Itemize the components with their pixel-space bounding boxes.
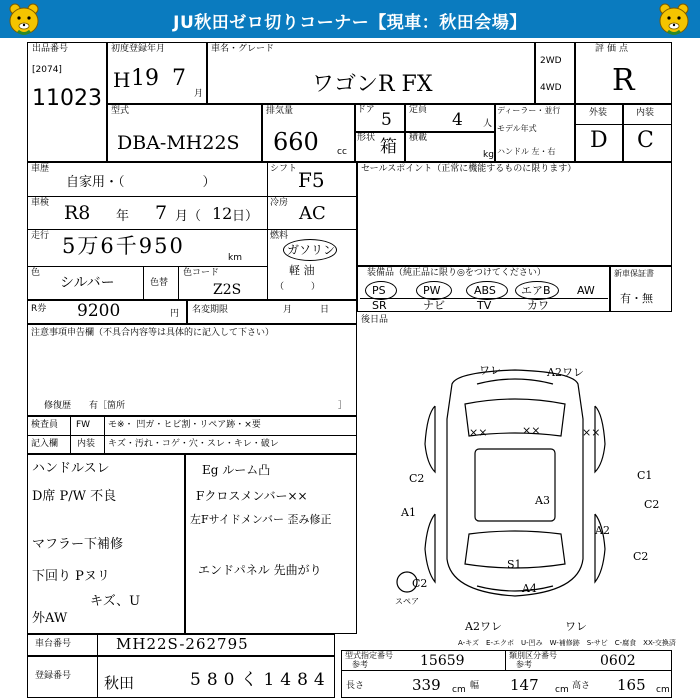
page-title: JU秋田ゼロ切りコーナー【現車：秋田会場】 xyxy=(173,13,527,33)
remark-left-3: マフラー下補修 xyxy=(32,537,124,552)
remark-right-1: Eg ルーム凸 xyxy=(202,463,271,477)
shape-value: 箱 xyxy=(380,137,397,157)
shape-label: 形状 xyxy=(357,133,376,143)
doors-value: 5 xyxy=(381,110,392,130)
capacity-label: 定員 xyxy=(409,105,428,115)
recycle-unit: 円 xyxy=(170,309,180,319)
width-label: 幅 xyxy=(470,681,480,691)
usage-label: 車歴 xyxy=(31,164,50,174)
equip-leather: カワ xyxy=(527,299,549,312)
diagram-label: S1 xyxy=(507,558,522,571)
diagram-label: A3 xyxy=(535,494,550,507)
name-change-day: 日 xyxy=(320,305,330,315)
inspection-month-unit: 月（ xyxy=(175,209,202,224)
inspection-era: R8 xyxy=(64,202,91,224)
equip-tv: TV xyxy=(477,299,492,312)
model-label: 型式 xyxy=(111,106,130,116)
usage-value: 自家用・（ ） xyxy=(66,175,216,190)
equip-aw: AW xyxy=(577,284,595,297)
diagram-label: C2 xyxy=(409,472,425,485)
fuel-label: 燃料 xyxy=(270,231,289,241)
damage-legend: A-キズ E-エクボ U-凹み W-補修跡 S-サビ C-腐食 XX-交換済 xyxy=(458,639,676,647)
recycle-value: 9200 xyxy=(77,301,121,321)
remark-right-3: 左Fサイドメンバー 歪み修正 xyxy=(190,513,332,526)
diagram-label: ワレ xyxy=(565,620,587,633)
model-value: DBA-MH22S xyxy=(117,132,240,154)
equipment-label: 装備品（純正品に限り◎をつけてください） xyxy=(367,268,546,278)
lot-number: 11023 xyxy=(32,86,102,111)
remark-left-1: ハンドルスレ xyxy=(32,461,110,476)
diagram-label: ×× xyxy=(469,426,488,439)
plate-region: 秋田 xyxy=(104,674,135,692)
equip-pw-circle xyxy=(416,281,452,300)
recycle-label: R券 xyxy=(31,304,47,314)
diagram-label: A4 xyxy=(522,582,537,595)
load-label: 積載 xyxy=(409,133,428,143)
new-car-warranty-label: 新車保証書 xyxy=(614,269,654,278)
lot-label: 出品番号 xyxy=(32,44,69,54)
shift-label: シフト xyxy=(270,164,298,174)
height-label: 高さ xyxy=(572,681,591,691)
sales-point-label: セールスポイント（正常に機能するものに限ります） xyxy=(361,164,577,174)
class-number-ref: 参考 xyxy=(516,660,532,669)
repair-close-bracket: ］ xyxy=(338,401,348,411)
color-label: 色 xyxy=(31,268,41,278)
registration-year: 19 xyxy=(131,66,159,91)
fuel-paren: （ ） xyxy=(275,282,321,292)
fuel-diesel: 軽 油 xyxy=(289,264,315,277)
diagram-label: C2 xyxy=(412,577,428,590)
equip-airbag-circle xyxy=(515,281,559,300)
remark-left-4: 下回り Pヌリ xyxy=(32,569,110,584)
diagram-label: A2ワレ xyxy=(547,366,584,379)
grade-value: R xyxy=(612,63,635,98)
type-designation-value: 15659 xyxy=(420,653,465,669)
color-change-label: 色替 xyxy=(150,278,169,288)
remarks-right-cell xyxy=(185,454,357,634)
ac-value: AC xyxy=(299,203,326,224)
equip-airbag: エアB xyxy=(521,284,551,297)
equip-sr: SR xyxy=(372,299,387,312)
inspection-day: 12 xyxy=(212,204,233,223)
mileage-unit: km xyxy=(228,253,242,263)
fw-label: FW xyxy=(76,420,91,430)
class-number-label: 類別区分番号 xyxy=(509,651,557,660)
mileage-label: 走行 xyxy=(31,231,50,241)
height-value: 165 xyxy=(617,676,646,694)
diagram-label: ×× xyxy=(582,426,601,439)
length-label: 長さ xyxy=(346,681,365,691)
exterior-label: 外装 xyxy=(589,108,608,118)
inspection-month: 7 xyxy=(155,202,168,224)
fuel-selected-circle xyxy=(283,239,337,261)
car-damage-diagram xyxy=(357,324,672,634)
model-year-label: モデル年式 xyxy=(497,124,537,133)
remark-left-5: キズ、U xyxy=(90,594,141,609)
handle-label: ハンドル 左・右 xyxy=(497,147,556,156)
remark-right-4: エンドパネル 先曲がり xyxy=(198,563,322,577)
car-name-label: 車名・グレード xyxy=(211,44,275,54)
equip-navi: ナビ xyxy=(423,299,445,312)
width-unit: cm xyxy=(555,685,569,695)
registration-era: H xyxy=(113,68,131,92)
mileage-value: 5万6千950 xyxy=(62,234,185,258)
registration-label: 初度登録年月 xyxy=(111,44,166,54)
remark-left-6: 外AW xyxy=(32,611,68,626)
displacement-unit: cc xyxy=(337,147,347,157)
doors-label: ドア xyxy=(357,105,375,115)
color-value: シルバー xyxy=(60,275,115,291)
plate-number: 580く1484 xyxy=(190,670,331,690)
new-car-warranty-value: 有・無 xyxy=(620,292,653,305)
interior-check-label: 内装 xyxy=(77,439,96,449)
plate-label: 登録番号 xyxy=(35,671,72,681)
capacity-unit: 人 xyxy=(483,119,493,129)
type-designation-ref: 参考 xyxy=(352,660,368,669)
repair-history-label: 修復歴 有［箇所 xyxy=(44,401,126,411)
equip-ps-circle xyxy=(365,281,397,300)
length-unit: cm xyxy=(452,685,466,695)
registration-month-unit: 月 xyxy=(194,89,204,99)
length-value: 339 xyxy=(412,676,441,694)
load-unit: kg xyxy=(483,150,494,160)
diagram-label: A2ワレ xyxy=(465,620,502,633)
chassis-value: MH22S-262795 xyxy=(116,635,249,653)
car-name-value: ワゴンR FX xyxy=(312,72,433,97)
check-line-2: キズ・汚れ・コゲ・穴・スレ・キレ・破レ xyxy=(108,439,279,449)
diagram-label: C2 xyxy=(644,498,660,511)
displacement-label: 排気量 xyxy=(266,106,294,116)
grade-label: 評価点 xyxy=(595,44,632,54)
equip-abs-circle xyxy=(466,281,508,300)
inspector-label: 検査員 xyxy=(31,420,59,430)
type-designation-label: 型式指定番号 xyxy=(345,651,393,660)
notes-label: 注意事項申告欄（不具合内容等は具体的に記入して下さい） xyxy=(31,328,275,338)
diagram-label: A2 xyxy=(595,524,610,537)
fuel-gasoline: ガソリン xyxy=(287,243,336,257)
color-code: Z2S xyxy=(213,282,242,298)
displacement-value: 660 xyxy=(273,128,319,156)
equip-ps: PS xyxy=(372,284,386,297)
equip-pw: PW xyxy=(423,284,441,297)
exterior-grade: D xyxy=(590,128,608,153)
inspection-label: 車検 xyxy=(31,198,50,208)
lot-sub-number: [2074] xyxy=(32,65,62,75)
shift-value: F5 xyxy=(298,168,325,192)
remark-left-2: D席 P/W 不良 xyxy=(32,489,117,504)
height-unit: cm xyxy=(656,685,670,695)
drive-2wd: 2WD xyxy=(540,56,562,66)
inspection-day-unit: 日） xyxy=(232,209,259,224)
name-change-month: 月 xyxy=(283,305,293,315)
ac-label: 冷房 xyxy=(270,198,289,208)
interior-grade: C xyxy=(637,128,654,153)
diagram-label: C2 xyxy=(633,550,649,563)
check-line-1: モ※・ 凹ガ・ヒビ割・リペア跡・×要 xyxy=(108,420,261,430)
dealer-label: ディーラー・並行 xyxy=(497,106,561,115)
entry-label: 記入欄 xyxy=(31,439,59,449)
rear-seat-label: 後日品 xyxy=(361,315,389,325)
equip-abs: ABS xyxy=(474,284,496,297)
interior-label: 内装 xyxy=(636,108,655,118)
remark-right-2: Fクロスメンバー×× xyxy=(196,489,308,503)
class-number-value: 0602 xyxy=(600,653,636,669)
width-value: 147 xyxy=(510,676,539,694)
diagram-label: ×× xyxy=(522,424,541,437)
diagram-label: ワレ xyxy=(479,364,501,377)
chassis-label: 車台番号 xyxy=(35,639,72,649)
name-change-label: 名変期限 xyxy=(192,305,229,315)
capacity-value: 4 xyxy=(452,110,463,130)
inspection-year-unit: 年 xyxy=(116,209,130,224)
drive-4wd: 4WD xyxy=(540,83,562,93)
sales-point-cell xyxy=(357,162,672,266)
color-code-label: 色コード xyxy=(183,268,220,278)
registration-month: 7 xyxy=(172,66,186,91)
diagram-label: A1 xyxy=(401,506,416,519)
diagram-label: C1 xyxy=(637,469,653,482)
diagram-label: スペア xyxy=(395,597,419,606)
drive-cell xyxy=(535,42,575,104)
